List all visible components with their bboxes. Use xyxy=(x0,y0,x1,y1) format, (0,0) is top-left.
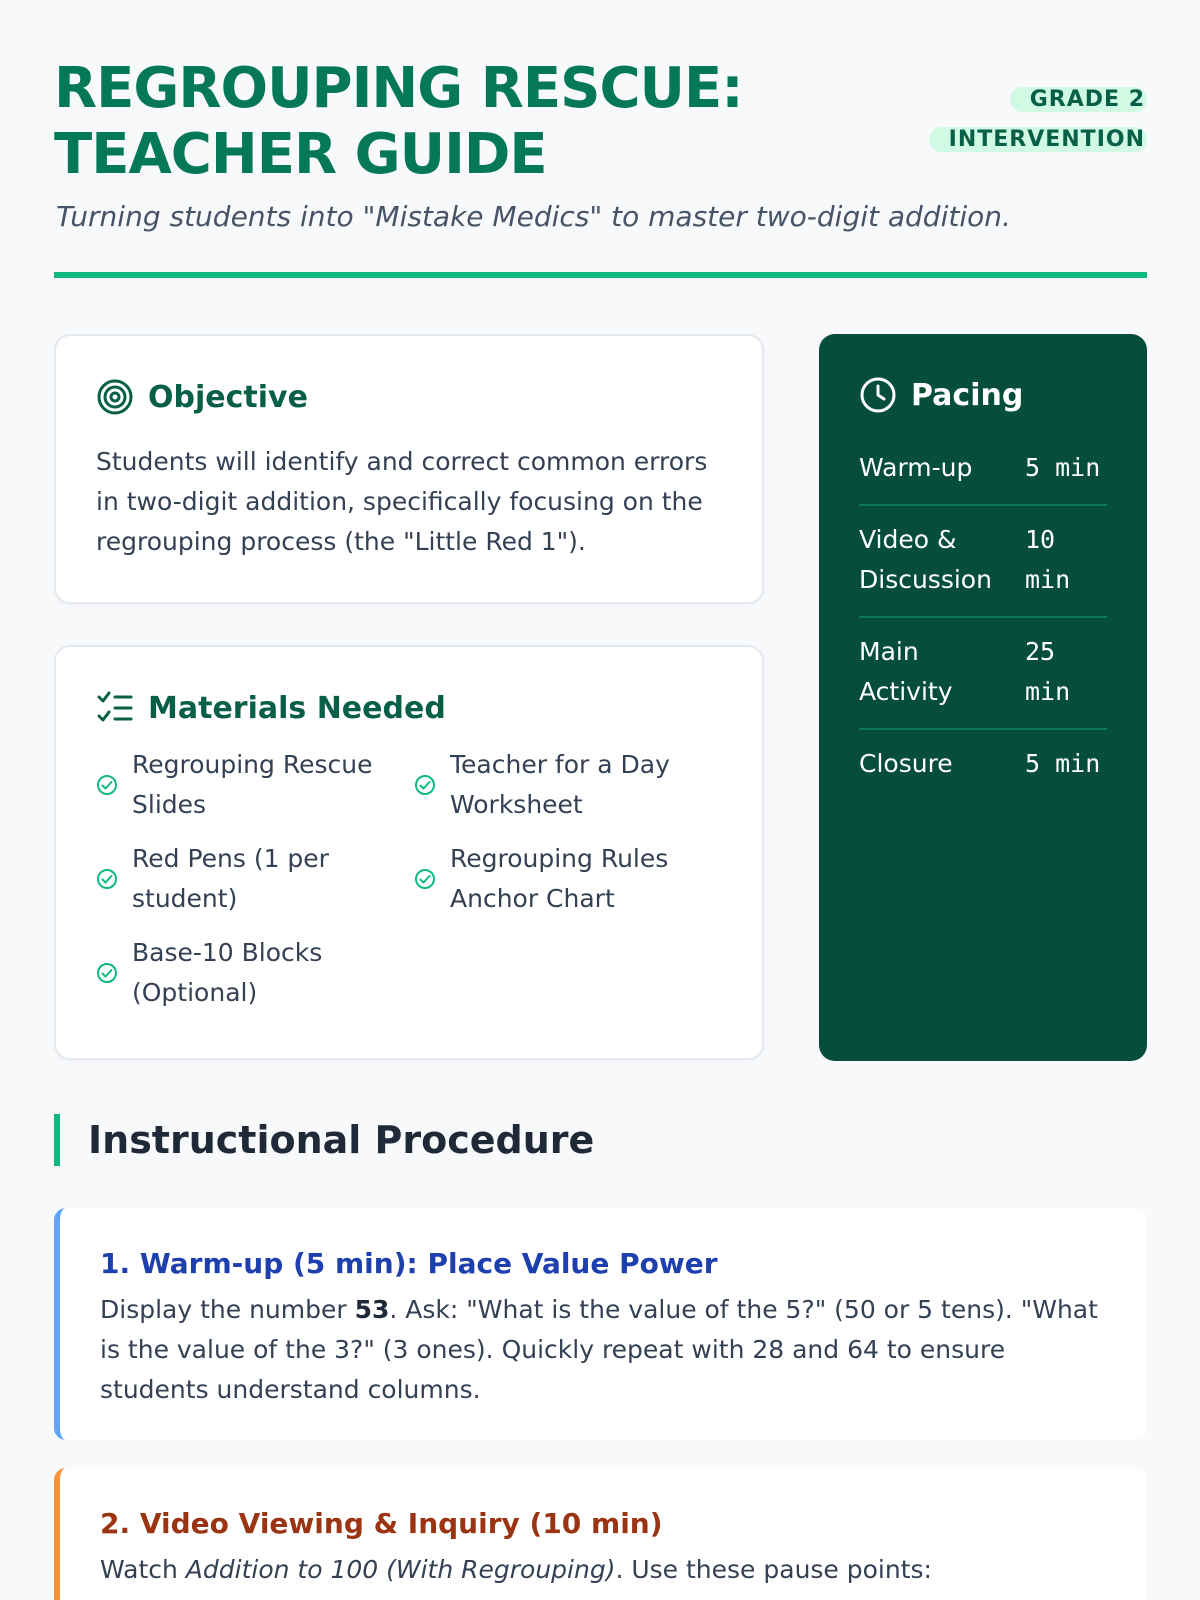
materials-title: Materials Needed xyxy=(148,690,446,726)
check-circle-icon xyxy=(96,868,118,890)
material-item xyxy=(414,745,714,825)
pacing-title: Pacing xyxy=(911,377,1024,413)
step-text: Display the number xyxy=(100,1295,355,1324)
procedure-step-2 xyxy=(54,1468,1147,1600)
materials-list xyxy=(96,745,722,1013)
step-emphasis: 53 xyxy=(354,1295,390,1324)
step-body xyxy=(100,1550,1107,1590)
pacing-label: Warm-up xyxy=(859,453,973,482)
objective-heading xyxy=(96,378,722,416)
pacing-row xyxy=(859,434,1107,506)
pacing-time: 5 min xyxy=(1025,453,1101,482)
grade-badge xyxy=(929,80,1147,160)
check-circle-icon xyxy=(414,868,436,890)
pacing-label: Video & Discussion xyxy=(859,525,992,594)
procedure-step-1 xyxy=(54,1208,1147,1440)
material-label: Base-10 Blocks (Optional) xyxy=(132,938,323,1007)
material-item xyxy=(96,933,414,1013)
checklist-icon xyxy=(96,689,134,727)
page-title xyxy=(54,56,814,188)
page-subtitle: Turning students into "Mistake Medics" to master two-digit addition. xyxy=(56,200,1011,233)
pacing-row xyxy=(859,506,1107,618)
pacing-time: 10 min xyxy=(1025,525,1071,594)
pacing-label: Closure xyxy=(859,749,953,778)
materials-card xyxy=(54,645,764,1060)
objective-card xyxy=(54,334,764,604)
step-text: . Use these pause points: xyxy=(615,1555,932,1584)
pacing-row xyxy=(859,618,1107,730)
video-title: Addition to 100 (With Regrouping) xyxy=(185,1555,616,1584)
pacing-heading xyxy=(859,376,1107,414)
step-title: 1. Warm-up (5 min): Place Value Power xyxy=(100,1247,718,1280)
material-item xyxy=(96,839,414,919)
pacing-time: 5 min xyxy=(1025,749,1101,778)
badge-line-2: INTERVENTION xyxy=(929,127,1147,152)
pacing-list xyxy=(859,434,1107,800)
badge-line-1: GRADE 2 xyxy=(1010,87,1147,112)
step-title: 2. Video Viewing & Inquiry (10 min) xyxy=(100,1507,663,1540)
material-label: Red Pens (1 per student) xyxy=(132,844,329,913)
material-item xyxy=(96,745,414,825)
check-circle-icon xyxy=(96,962,118,984)
clock-icon xyxy=(859,376,897,414)
check-circle-icon xyxy=(414,774,436,796)
title-line-2: TEACHER GUIDE xyxy=(54,122,547,187)
header-divider xyxy=(54,272,1147,278)
material-item xyxy=(414,839,714,919)
procedure-heading: Instructional Procedure xyxy=(54,1114,594,1166)
material-label: Regrouping Rules Anchor Chart xyxy=(450,844,669,913)
step-text: . Ask: "What is the value of the 5?" (50 or 5 tens). "What is the value of the 3?" (3 ones). Quickly repeat with 28 and 64 to ensure students understand columns. xyxy=(100,1295,1098,1404)
pacing-label: Main Activity xyxy=(859,637,953,706)
pacing-row xyxy=(859,730,1107,800)
step-text: Watch xyxy=(100,1555,186,1584)
material-label: Regrouping Rescue Slides xyxy=(132,750,373,819)
check-circle-icon xyxy=(96,774,118,796)
pacing-panel xyxy=(819,334,1147,1061)
title-line-1: REGROUPING RESCUE: xyxy=(54,56,743,121)
target-icon xyxy=(96,378,134,416)
page-header xyxy=(54,0,1147,280)
materials-heading xyxy=(96,689,722,727)
step-body xyxy=(100,1290,1107,1410)
objective-text: Students will identify and correct common errors in two-digit addition, specifically focusing on the regrouping process (the "Little Red 1"). xyxy=(96,447,708,556)
pacing-time: 25 min xyxy=(1025,637,1071,706)
objective-title: Objective xyxy=(148,379,308,415)
teacher-guide-page xyxy=(54,0,1147,1584)
material-label: Teacher for a Day Worksheet xyxy=(450,750,670,819)
